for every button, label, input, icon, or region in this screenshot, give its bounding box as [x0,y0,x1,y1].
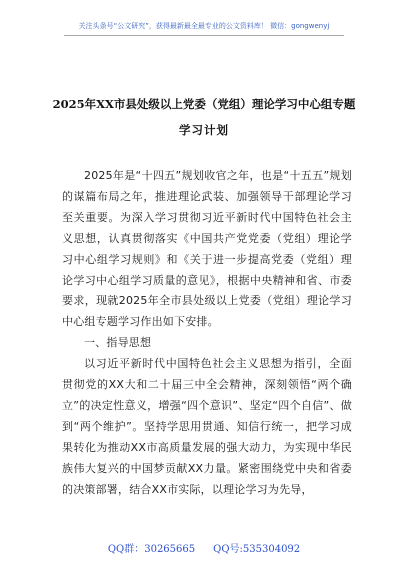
footer-contact [0,540,408,555]
qq-group-text: QQ群：30265665 [107,544,196,555]
header-banner: 关注头条号“公文研究”，获得最新最全最专业的公文资料库！ 微信：gongwenyj [78,22,330,30]
qq-number-text: QQ号:535304092 [213,544,301,555]
section-heading-guiding-ideology: 一、指导思想 [84,336,152,350]
document-title: 2025年XX市县处级以上党委（党组）理论学习中心组专题 [52,97,356,111]
section-paragraph-guiding-ideology: 以习近平新时代中国特色社会主义思想为指引，全面贯彻党的XX大和二十届三中全会精神，深刻领悟“两个确立”的决定性意义，增强“四个意识”、坚定“四个自信”、做到“两个维护”。坚持学思用贯通、知信行统一，把学习成果转化为推动XX市高质量发展的强大动力，为实现中华民族伟大复兴的中国梦贡献XX力量。紧密围绕党中央和省委的决策部署，结合XX市实际，以理论学习为先导， [62,357,352,496]
document-body [62,166,352,501]
intro-paragraph: 2025年是“十四五”规划收官之年，也是“十五五”规划的谋篇布局之年，推进理论武装、加强领导干部理论学习至关重要。为深入学习贯彻习近平新时代中国特色社会主义思想，认真贯彻落实《中国共产党党委（党组）理论学习中心组学习规则》和《关于进一步提高党委（党组）理论学习中心组学习质量的意见》，根据中央精神和省、市委要求，现就2025年全市县处级以上党委（党组）理论学习中心组专题学习作出如下安排。 [62,169,352,329]
document-subtitle: 学习计划 [179,123,229,137]
header-divider [64,35,344,36]
